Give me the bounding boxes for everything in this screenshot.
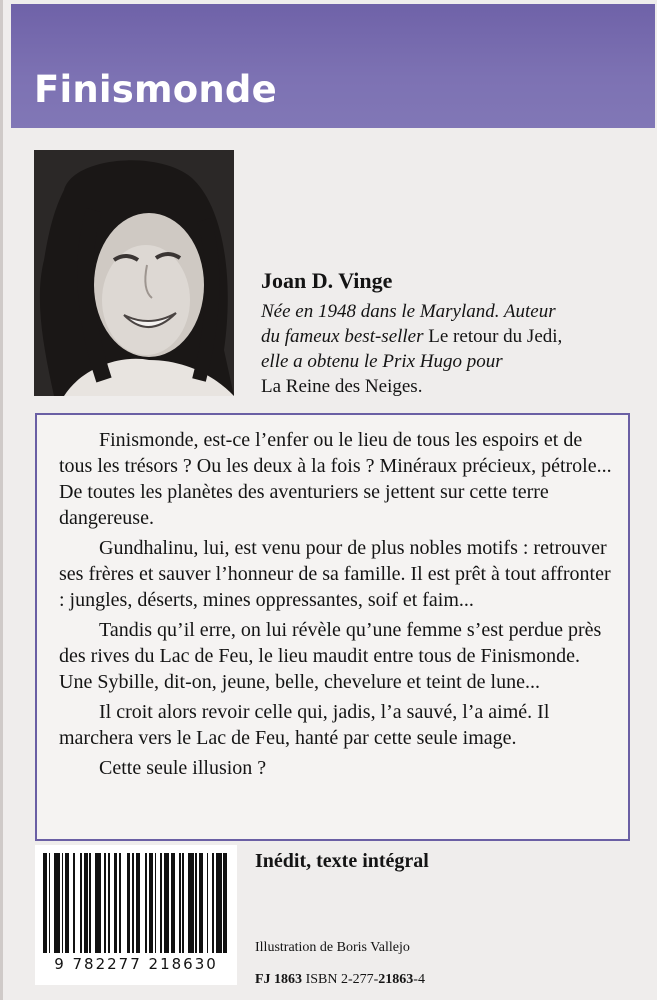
barcode-bar [227, 853, 229, 953]
bio-book-title: Le retour du Jedi, [423, 326, 563, 347]
illustration-credit: Illustration de Boris Vallejo [255, 940, 410, 955]
bio-line-1: Née en 1948 dans le Maryland. Auteur [261, 301, 556, 322]
edition-note: Inédit, texte intégral [255, 850, 429, 872]
catalog-code: FJ 1863 [255, 972, 303, 987]
barcode-bars [43, 853, 229, 953]
barcode-number: 9 782277 218630 [54, 955, 218, 973]
isbn-suffix: -4 [413, 972, 425, 987]
summary-paragraph: Il croit alors revoir celle qui, jadis, l’a sauvé, l’a aimé. Il marchera vers le Lac de Feu, hanté par cette seule image. [59, 701, 550, 749]
author-bio [261, 299, 641, 399]
isbn-bold: 21863 [378, 972, 414, 987]
summary-paragraph: Finismonde, est-ce l’enfer ou le lieu de tous les espoirs et de tous les trésors ? Ou les deux à la fois ? Minéraux précieux, pétrole... De toutes les planètes des aventuriers se jettent sur cette terre dangereuse. [59, 429, 612, 529]
summary-paragraph: Tandis qu’il erre, on lui révèle qu’une femme s’est perdue près des rives du Lac de Feu, le lieu maudit entre tous de Finismonde. Une Sybille, dit-on, jeune, belle, chevelure et teint de lune... [59, 619, 602, 693]
author-name: Joan D. Vinge [261, 268, 393, 293]
book-title: Finismonde [34, 68, 277, 111]
barcode [35, 845, 237, 985]
bio-award-book: La Reine des Neiges. [261, 376, 423, 397]
summary-paragraph: Gundhalinu, lui, est venu pour de plus nobles motifs : retrouver ses frères et sauver l’honneur de sa famille. Il est prêt à tout affronter : jungles, déserts, mines oppressantes, soif et faim... [59, 537, 611, 611]
summary-paragraph: Cette seule illusion ? [99, 757, 267, 779]
isbn-prefix: ISBN 2-277- [302, 972, 379, 987]
author-photo [34, 150, 234, 396]
summary-box [35, 413, 630, 841]
bio-line-2-italic: du fameux best-seller [261, 326, 424, 347]
bio-line-3: elle a obtenu le Prix Hugo pour [261, 351, 503, 372]
catalog-line [255, 972, 425, 988]
